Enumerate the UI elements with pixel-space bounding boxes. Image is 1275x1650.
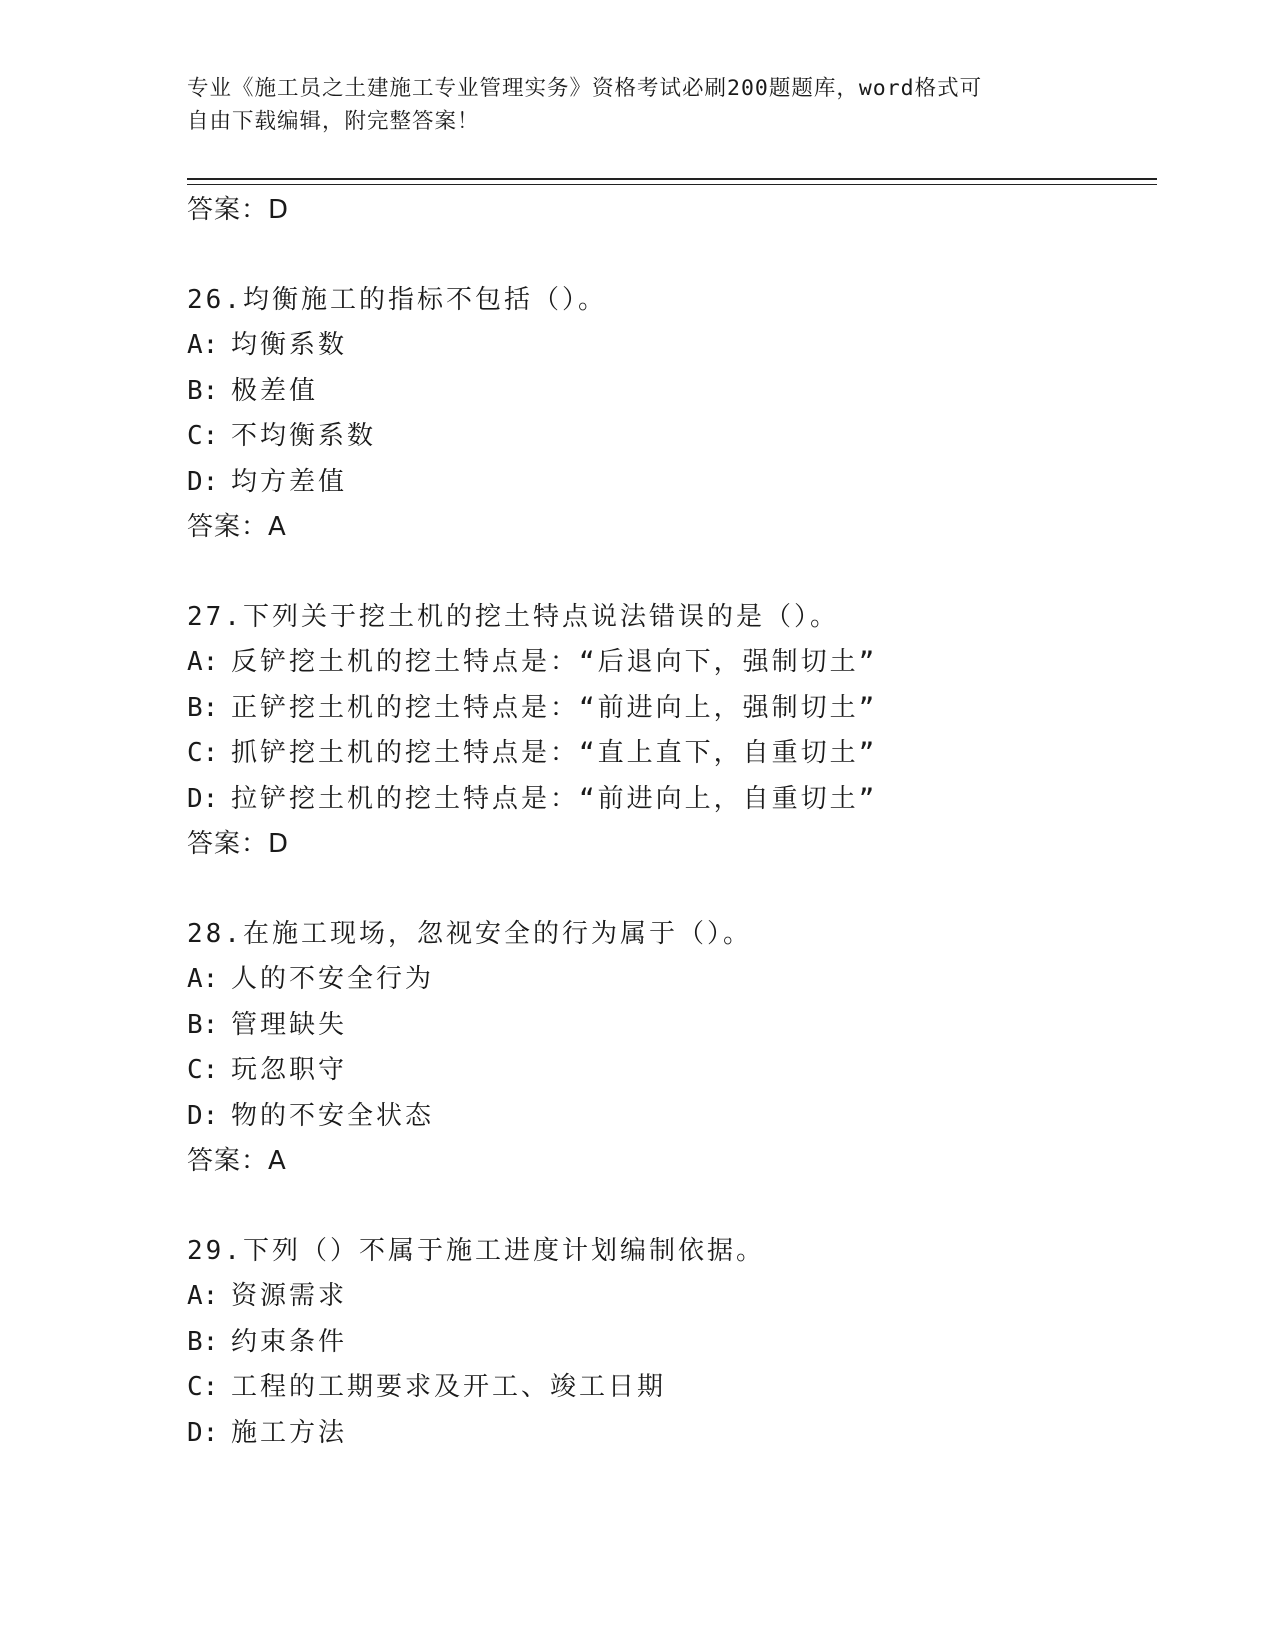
header-title-line-1: 专业《施工员之土建施工专业管理实务》资格考试必刷200题题库，word格式可 xyxy=(187,76,983,101)
option-d xyxy=(187,777,1157,823)
option-text: 拉铲挖土机的挖土特点是：“前进向上，自重切土” xyxy=(231,783,878,814)
question-block xyxy=(187,595,1157,868)
option-c xyxy=(187,1048,1157,1094)
option-b xyxy=(187,369,1157,415)
option-text: 约束条件 xyxy=(231,1326,348,1357)
question-list xyxy=(187,188,1157,1456)
question-stem: 29.下列（）不属于施工进度计划编制依据。 xyxy=(187,1235,765,1266)
option-label: C: xyxy=(187,1055,219,1085)
question-block xyxy=(187,1229,1157,1457)
option-a xyxy=(187,323,1157,369)
option-text: 均衡系数 xyxy=(231,330,348,360)
option-label: B: xyxy=(187,692,219,723)
spacer xyxy=(187,551,1157,595)
option-text: 资源需求 xyxy=(231,1281,348,1311)
option-b xyxy=(187,1003,1157,1049)
question-stem: 28.在施工现场，忽视安全的行为属于（）。 xyxy=(187,918,752,949)
header-title-line-2: 自由下载编辑，附完整答案！ xyxy=(187,109,480,134)
option-label: D: xyxy=(187,466,219,497)
option-text: 物的不安全状态 xyxy=(231,1100,435,1131)
option-text: 施工方法 xyxy=(231,1417,348,1448)
option-label: C: xyxy=(187,1372,219,1402)
spacer xyxy=(187,1185,1157,1229)
option-label: D: xyxy=(187,1100,219,1131)
option-a xyxy=(187,1274,1157,1320)
option-text: 极差值 xyxy=(231,375,319,406)
option-a xyxy=(187,640,1157,686)
option-c xyxy=(187,414,1157,460)
option-label: D: xyxy=(187,1417,219,1448)
answer-line: 答案：A xyxy=(187,1146,287,1176)
option-label: B: xyxy=(187,1326,219,1357)
question-block xyxy=(187,912,1157,1185)
option-b xyxy=(187,686,1157,732)
spacer xyxy=(187,868,1157,912)
option-text: 工程的工期要求及开工、竣工日期 xyxy=(231,1372,667,1402)
header-rule-thin xyxy=(187,184,1157,185)
option-label: D: xyxy=(187,783,219,814)
answer-line: 答案：A xyxy=(187,512,287,542)
option-text: 人的不安全行为 xyxy=(231,964,435,994)
document-header xyxy=(187,72,1087,138)
option-d xyxy=(187,1094,1157,1140)
option-label: C: xyxy=(187,421,219,451)
option-text: 正铲挖土机的挖土特点是：“前进向上，强制切土” xyxy=(231,692,878,723)
option-label: B: xyxy=(187,1009,219,1040)
question-stem: 27.下列关于挖土机的挖土特点说法错误的是（）。 xyxy=(187,601,839,632)
option-text: 玩忽职守 xyxy=(231,1055,348,1085)
option-text: 不均衡系数 xyxy=(231,421,377,451)
option-a xyxy=(187,957,1157,1003)
option-b xyxy=(187,1320,1157,1366)
option-text: 均方差值 xyxy=(231,466,348,497)
option-c xyxy=(187,731,1157,777)
option-label: B: xyxy=(187,375,219,406)
question-block xyxy=(187,278,1157,551)
option-label: A: xyxy=(187,330,219,360)
question-stem: 26.均衡施工的指标不包括（）。 xyxy=(187,284,607,315)
option-text: 抓铲挖土机的挖土特点是：“直上直下，自重切土” xyxy=(231,738,878,768)
option-c xyxy=(187,1365,1157,1411)
option-label: A: xyxy=(187,647,219,677)
option-d xyxy=(187,460,1157,506)
option-label: C: xyxy=(187,738,219,768)
option-label: A: xyxy=(187,964,219,994)
previous-answer: 答案：D xyxy=(187,195,290,225)
spacer xyxy=(187,234,1157,278)
answer-line: 答案：D xyxy=(187,829,290,859)
option-label: A: xyxy=(187,1281,219,1311)
option-text: 管理缺失 xyxy=(231,1009,348,1040)
option-d xyxy=(187,1411,1157,1457)
header-rule-thick xyxy=(187,178,1157,180)
option-text: 反铲挖土机的挖土特点是：“后退向下，强制切土” xyxy=(231,647,878,677)
